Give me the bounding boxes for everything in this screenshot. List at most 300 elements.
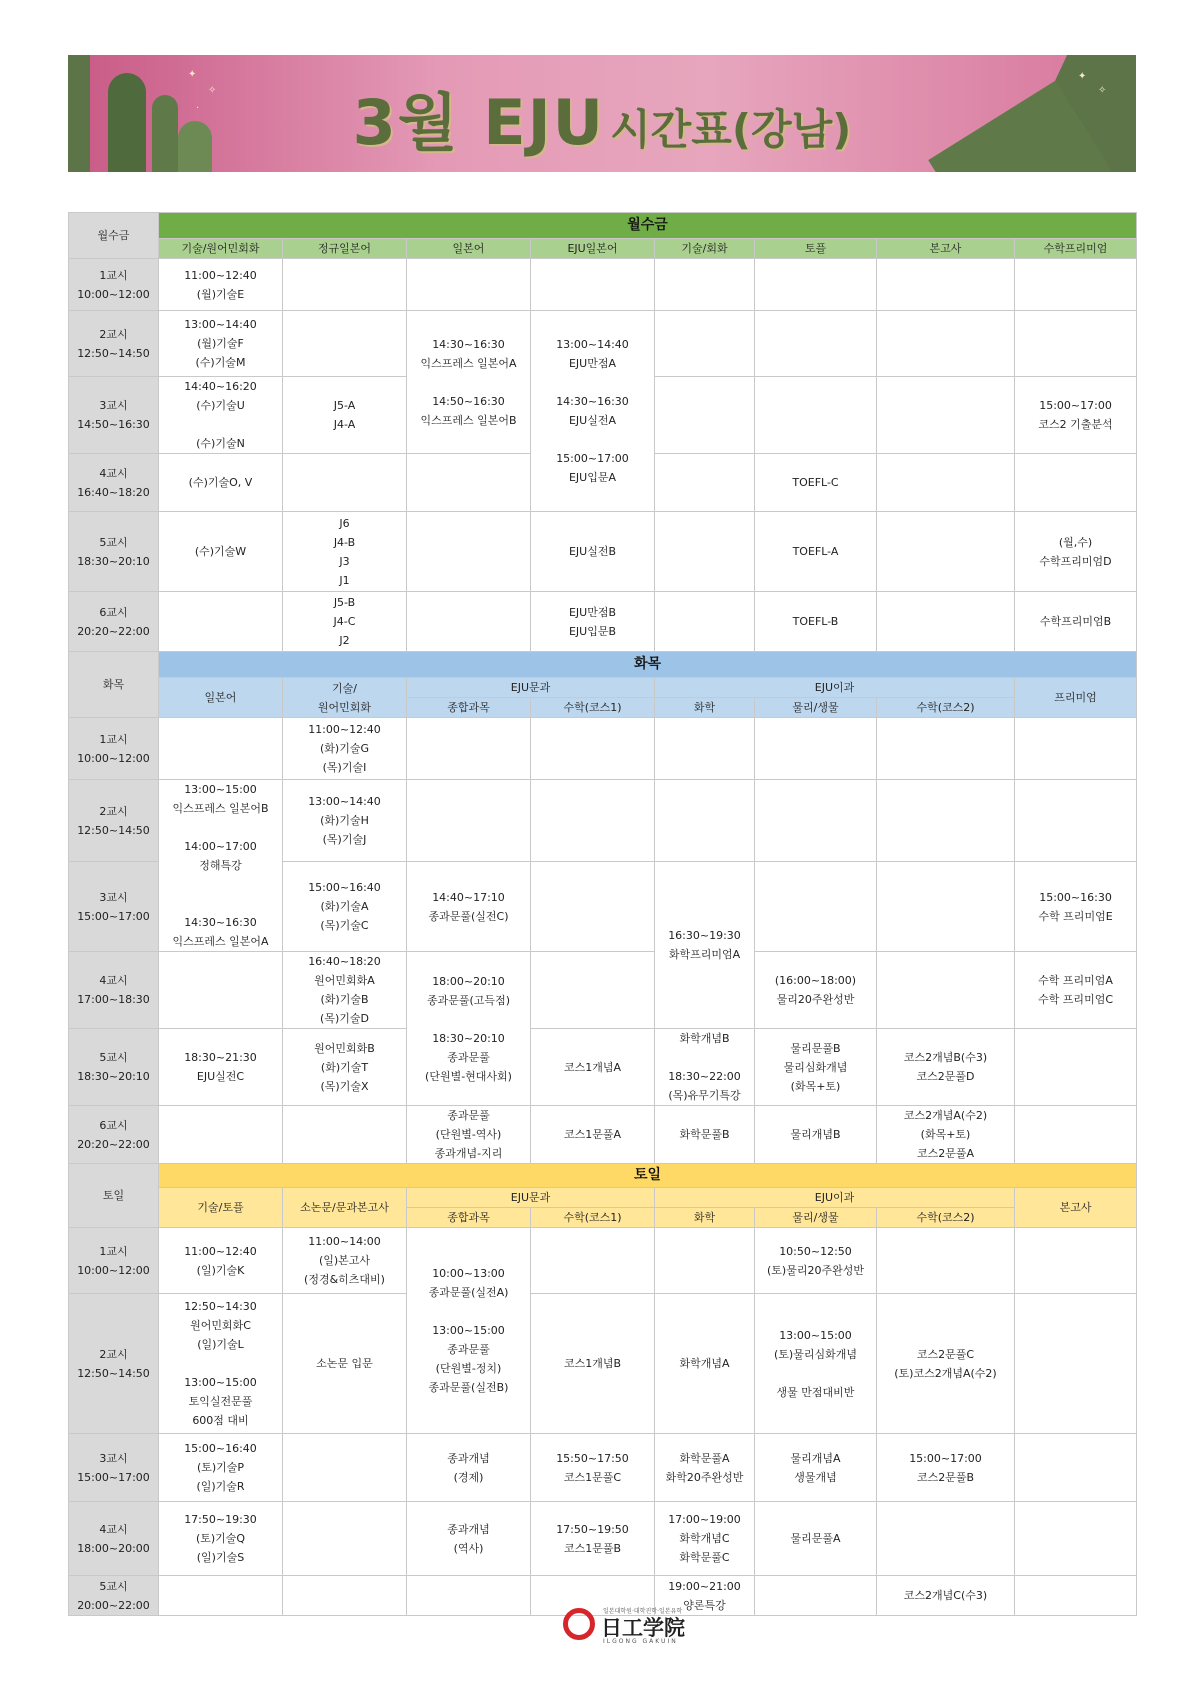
empty-cell <box>1015 1434 1137 1502</box>
cell-line: 화학개념C <box>679 1532 730 1545</box>
column-header: 기술/토플 <box>159 1188 283 1228</box>
cell-line: 18:30~21:30 <box>184 1051 257 1064</box>
cell-line: 13:00~15:00 <box>184 783 257 796</box>
column-group-header: EJU이과 <box>655 1188 1015 1208</box>
class-cell <box>531 1029 655 1106</box>
cell-line: 물리문풀A <box>790 1532 841 1545</box>
cell-line: 종과개념 <box>447 1451 490 1465</box>
period-time: 18:00~20:00 <box>77 1541 150 1555</box>
empty-cell <box>877 454 1015 512</box>
column-header: 수학(코스2) <box>877 1208 1015 1228</box>
empty-cell <box>159 718 283 780</box>
cell-line: 종과문풀(실전A) <box>428 1286 509 1299</box>
empty-cell <box>283 311 407 377</box>
empty-cell <box>159 592 283 652</box>
empty-cell <box>655 311 755 377</box>
cell-line: (단원별-정치) <box>435 1362 502 1375</box>
class-cell <box>159 1294 283 1434</box>
column-header: 본고사 <box>877 239 1015 259</box>
cell-line: 원어민회화 <box>317 700 372 714</box>
empty-cell <box>1015 311 1137 377</box>
class-cell <box>655 1294 755 1434</box>
period-header <box>69 780 159 862</box>
empty-cell <box>1015 1576 1137 1616</box>
cell-line: 17:50~19:50 <box>556 1522 629 1536</box>
cell-line <box>407 373 530 392</box>
cell-line: J5-B <box>333 596 356 609</box>
cell-line: 15:00~16:30 <box>1039 890 1112 904</box>
cell-line: 19:00~21:00 <box>668 1579 741 1593</box>
cell-line: J4-B <box>333 535 356 549</box>
class-cell <box>531 1294 655 1434</box>
period-time: 10:00~12:00 <box>77 1263 150 1277</box>
class-cell <box>755 1434 877 1502</box>
cell-line <box>755 1364 876 1383</box>
period-header <box>69 718 159 780</box>
class-cell <box>755 1106 877 1164</box>
empty-cell <box>877 259 1015 311</box>
cell-line: 16:40~18:20 <box>308 955 381 968</box>
cell-line: 코스2문풀A <box>916 1147 975 1160</box>
cell-line: 17:00~19:00 <box>668 1513 741 1526</box>
class-cell <box>159 1502 283 1576</box>
column-header: 수학(코스1) <box>531 698 655 718</box>
cell-line: 코스1문풀C <box>563 1470 622 1484</box>
cell-line: 종과개념 <box>447 1522 490 1536</box>
column-group-header: EJU문과 <box>407 1188 655 1208</box>
period-header <box>69 311 159 377</box>
logo-circle-icon <box>563 1608 595 1640</box>
class-cell <box>655 1502 755 1576</box>
empty-cell <box>1015 718 1137 780</box>
period-header <box>69 259 159 311</box>
banner-title-sub: 시간표(강남) <box>610 105 852 154</box>
cell-line: J3 <box>339 554 350 568</box>
cell-line: (월)기술E <box>196 287 245 301</box>
class-cell <box>159 311 283 377</box>
cell-line: 코스2개념A(수2) <box>903 1109 988 1122</box>
cell-line: (화)기술T <box>320 1060 369 1074</box>
cell-line: 코스2 기출분석 <box>1038 418 1113 431</box>
cell-line: 익스프레스 일본어A <box>420 356 517 370</box>
class-cell <box>407 952 531 1106</box>
cell-line: (수)기술N <box>196 437 245 450</box>
cell-line <box>407 1302 530 1321</box>
class-cell <box>159 1228 283 1294</box>
empty-cell <box>655 454 755 512</box>
cell-line: 생물개념 <box>794 1470 837 1484</box>
cell-line: 화학개념B <box>679 1032 730 1045</box>
class-cell <box>1015 512 1137 592</box>
empty-cell <box>407 718 531 780</box>
cell-line: J1 <box>339 573 350 587</box>
cell-line: (일)기술L <box>197 1338 244 1351</box>
class-cell <box>1015 952 1137 1029</box>
logo-tagline-bottom: ILGONG GAKUIN <box>603 1638 678 1645</box>
empty-cell <box>877 512 1015 592</box>
class-cell <box>159 512 283 592</box>
empty-cell <box>531 1228 655 1294</box>
timetable <box>68 212 1137 1616</box>
cell-line: 코스2개념B(수3) <box>903 1051 988 1064</box>
class-cell <box>407 1434 531 1502</box>
cell-line <box>655 1048 754 1067</box>
class-cell <box>755 1502 877 1576</box>
empty-cell <box>1015 1502 1137 1576</box>
cell-line: 종과문풀(실전B) <box>428 1381 509 1394</box>
empty-cell <box>407 592 531 652</box>
period-header <box>69 1434 159 1502</box>
cell-line: 종과문풀 <box>447 1109 490 1122</box>
cell-line: 종과문풀(실전C) <box>428 909 509 923</box>
cell-line: EJU입문B <box>568 624 617 638</box>
period-time: 12:50~14:50 <box>77 823 150 837</box>
cell-line: 14:30~16:30 <box>432 337 505 351</box>
cell-line: 18:30~20:10 <box>432 1031 505 1045</box>
class-cell <box>283 952 407 1029</box>
period-name: 3교시 <box>99 1451 128 1465</box>
cell-line: 17:50~19:30 <box>184 1513 257 1526</box>
cell-line: 익스프레스 일본어A <box>172 935 269 948</box>
period-name: 3교시 <box>99 890 128 904</box>
empty-cell <box>877 592 1015 652</box>
column-header: 일본어 <box>159 678 283 718</box>
period-time: 12:50~14:50 <box>77 1366 150 1380</box>
empty-cell <box>1015 259 1137 311</box>
empty-cell <box>877 780 1015 862</box>
empty-cell <box>1015 1228 1137 1294</box>
cell-line: EJU입문A <box>568 471 617 484</box>
cell-line <box>159 415 282 434</box>
cell-line: (16:00~18:00) <box>774 974 857 987</box>
period-time: 20:00~22:00 <box>77 1598 150 1612</box>
cell-line: 수학프리미엄B <box>1039 615 1112 628</box>
banner-title-main: 3월 EJU <box>352 86 606 159</box>
column-header: 화학 <box>655 1208 755 1228</box>
cell-line: (정경&히츠대비) <box>304 1273 385 1286</box>
class-cell <box>877 1106 1015 1164</box>
period-time: 17:00~18:30 <box>77 993 150 1006</box>
cell-line: 물리심화개념 <box>783 1060 848 1074</box>
empty-cell <box>531 780 655 862</box>
cell-line: 600점 대비 <box>192 1414 249 1427</box>
cell-line: J6 <box>339 516 350 530</box>
empty-cell <box>1015 1106 1137 1164</box>
cell-line: 코스2문풀C <box>916 1347 975 1361</box>
cell-line: EJU실전B <box>568 545 617 558</box>
period-header <box>69 862 159 952</box>
cell-line: 원어민회화B <box>314 1041 375 1055</box>
cell-line: 화학프리미엄A <box>668 948 741 961</box>
cell-line: (단원별-역사) <box>435 1128 502 1141</box>
column-header: 프리미엄 <box>1015 678 1137 718</box>
class-cell <box>159 377 283 454</box>
cell-line: 14:30~16:30 <box>184 916 257 929</box>
period-time: 10:00~12:00 <box>77 751 150 765</box>
cell-line: 수학 프리미엄A <box>1038 974 1113 987</box>
cell-line: 화학20주완성반 <box>665 1470 744 1484</box>
cell-line: 익스프레스 일본어B <box>420 413 517 427</box>
period-name: 1교시 <box>99 732 128 746</box>
empty-cell <box>655 718 755 780</box>
class-cell <box>877 1294 1015 1434</box>
class-cell <box>655 1434 755 1502</box>
class-cell <box>407 1502 531 1576</box>
cell-line: (월,수) <box>1058 535 1093 549</box>
period-name: 4교시 <box>99 466 128 480</box>
cell-line: 14:00~17:00 <box>184 840 257 853</box>
cell-line: (토)기술P <box>196 1461 245 1474</box>
empty-cell <box>755 259 877 311</box>
period-name: 6교시 <box>99 1118 128 1132</box>
empty-cell <box>1015 1029 1137 1106</box>
cell-line: 13:00~14:40 <box>308 795 381 808</box>
cell-line: (화)기술A <box>320 900 369 913</box>
cell-line <box>159 894 282 913</box>
period-name: 3교시 <box>99 399 128 412</box>
empty-cell <box>1015 780 1137 862</box>
period-name: 5교시 <box>99 535 128 549</box>
empty-cell <box>655 377 755 454</box>
empty-cell <box>877 718 1015 780</box>
empty-cell <box>407 454 531 512</box>
cell-line <box>531 430 654 449</box>
class-cell <box>877 1434 1015 1502</box>
cell-line: (목)기술J <box>322 833 367 846</box>
period-name: 4교시 <box>99 974 128 987</box>
cell-line: (월)기술F <box>197 337 244 350</box>
class-cell <box>755 512 877 592</box>
class-cell <box>655 1106 755 1164</box>
empty-cell <box>755 780 877 862</box>
column-group-header: EJU문과 <box>407 678 655 698</box>
class-cell <box>1015 592 1137 652</box>
cell-line: 14:40~16:20 <box>184 380 257 393</box>
empty-cell <box>755 862 877 952</box>
cell-line: 원어민회화C <box>190 1319 251 1332</box>
cell-line: (수)기술W <box>194 545 247 558</box>
cell-line: 코스2문풀B <box>916 1470 975 1484</box>
cell-line: J5-A <box>333 399 356 412</box>
class-cell <box>755 454 877 512</box>
class-cell <box>655 1029 755 1106</box>
class-cell <box>531 512 655 592</box>
cell-line: (목)기술D <box>320 1012 369 1025</box>
cell-line: (역사) <box>453 1541 484 1555</box>
empty-cell <box>531 718 655 780</box>
cell-line: 익스프레스 일본어B <box>172 802 269 815</box>
column-header: 종합과목 <box>407 698 531 718</box>
cell-line: 코스1개념A <box>563 1060 622 1074</box>
cell-line: (일)기술S <box>196 1551 245 1564</box>
cell-line: 종과문풀 <box>447 1343 490 1356</box>
cell-line: 15:00~17:00 <box>909 1451 982 1465</box>
class-cell <box>531 1106 655 1164</box>
column-header: 종합과목 <box>407 1208 531 1228</box>
class-cell <box>755 1228 877 1294</box>
cell-line <box>159 818 282 837</box>
section-label: 월수금 <box>69 213 159 259</box>
empty-cell <box>283 454 407 512</box>
cell-line: (수)기술M <box>195 356 246 369</box>
cell-line: 기술/ <box>332 681 357 695</box>
class-cell <box>283 780 407 862</box>
cell-line: (목)유무기특강 <box>668 1089 741 1102</box>
column-header: 수학프리미엄 <box>1015 239 1137 259</box>
empty-cell <box>159 1576 283 1616</box>
class-cell <box>407 311 531 454</box>
empty-cell <box>877 377 1015 454</box>
column-header: 일본어 <box>407 239 531 259</box>
cell-line: 15:00~16:40 <box>308 881 381 894</box>
class-cell <box>407 1106 531 1164</box>
period-time: 20:20~22:00 <box>77 1137 150 1151</box>
column-group-header: EJU이과 <box>655 678 1015 698</box>
empty-cell <box>283 1502 407 1576</box>
empty-cell <box>877 1228 1015 1294</box>
class-cell <box>283 1228 407 1294</box>
class-cell <box>283 377 407 454</box>
class-cell <box>283 1029 407 1106</box>
empty-cell <box>655 592 755 652</box>
cell-line: 11:00~14:00 <box>308 1235 381 1248</box>
cell-line: 물리개념A <box>790 1451 841 1465</box>
cell-line: 13:00~15:00 <box>184 1376 257 1389</box>
cell-line: 16:30~19:30 <box>668 929 741 942</box>
cell-line: 13:00~15:00 <box>779 1328 852 1342</box>
empty-cell <box>283 1106 407 1164</box>
column-header <box>283 678 407 718</box>
empty-cell <box>655 1228 755 1294</box>
period-time: 15:00~17:00 <box>77 1470 150 1484</box>
cell-line: (토)물리심화개념 <box>774 1347 857 1361</box>
empty-cell <box>407 512 531 592</box>
cell-line: 18:00~20:10 <box>432 974 505 988</box>
cell-line: 화학문풀B <box>679 1128 730 1141</box>
sparkle-icon: ✦ <box>188 69 197 80</box>
cell-line: (화목+토) <box>920 1128 971 1141</box>
period-name: 1교시 <box>99 268 128 282</box>
period-time: 18:30~20:10 <box>77 1070 150 1083</box>
cell-line: (수)기술O, V <box>188 476 253 489</box>
logo-name: 日工学院 <box>601 1616 685 1640</box>
cell-line: 종과개념-지리 <box>434 1147 503 1160</box>
class-cell <box>531 311 655 512</box>
class-cell <box>283 592 407 652</box>
cell-line: 코스1개념B <box>563 1357 622 1370</box>
empty-cell <box>655 259 755 311</box>
cell-line: 수학 프리미엄C <box>1038 993 1113 1006</box>
column-header: 토플 <box>755 239 877 259</box>
class-cell <box>1015 862 1137 952</box>
period-header <box>69 1228 159 1294</box>
empty-cell <box>283 1576 407 1616</box>
cell-line <box>407 1010 530 1029</box>
class-cell <box>283 1294 407 1434</box>
cell-line: 15:50~17:50 <box>556 1451 629 1465</box>
cell-line: 15:00~17:00 <box>1039 399 1112 412</box>
cell-line: 코스1문풀B <box>563 1541 622 1555</box>
cell-line: EJU실전C <box>196 1070 245 1083</box>
cell-line: 15:00~16:40 <box>184 1442 257 1455</box>
cell-line: (일)기술R <box>196 1480 245 1493</box>
period-time: 16:40~18:20 <box>77 485 150 499</box>
cell-line: (화)기술B <box>320 993 369 1006</box>
sparkle-icon: ✧ <box>1098 85 1107 96</box>
period-header <box>69 952 159 1029</box>
empty-cell <box>407 780 531 862</box>
class-cell <box>531 1434 655 1502</box>
class-cell <box>159 454 283 512</box>
class-cell <box>283 512 407 592</box>
period-time: 10:00~12:00 <box>77 287 150 301</box>
cell-line: 15:00~17:00 <box>556 452 629 465</box>
column-header: 소논문/문과본고사 <box>283 1188 407 1228</box>
cell-line: 14:40~17:10 <box>432 890 505 904</box>
period-header <box>69 1502 159 1576</box>
empty-cell <box>407 1576 531 1616</box>
empty-cell <box>755 377 877 454</box>
cell-line: J4-A <box>333 418 356 431</box>
period-time: 15:00~17:00 <box>77 909 150 923</box>
period-name: 2교시 <box>99 327 128 341</box>
column-header: 정규일본어 <box>283 239 407 259</box>
class-cell <box>283 718 407 780</box>
cell-line: 13:00~15:00 <box>432 1324 505 1337</box>
cell-line: 10:50~12:50 <box>779 1244 852 1258</box>
empty-cell <box>755 718 877 780</box>
period-time: 18:30~20:10 <box>77 554 150 568</box>
empty-cell <box>877 952 1015 1029</box>
cell-line: 14:50~16:30 <box>432 394 505 408</box>
class-cell <box>531 1502 655 1576</box>
sparkle-icon: ✧ <box>208 85 217 96</box>
cell-line: 수학 프리미엄E <box>1038 909 1113 923</box>
cell-line: EJU만점A <box>568 357 617 370</box>
cell-line: (화)기술G <box>320 742 369 755</box>
cell-line: 코스2개념C(수3) <box>903 1589 988 1602</box>
cell-line: (수)기술U <box>196 399 245 412</box>
empty-cell <box>877 1502 1015 1576</box>
empty-cell <box>531 259 655 311</box>
cell-line: (목)기술X <box>320 1079 369 1093</box>
cell-line: EJU만점B <box>568 605 617 619</box>
class-cell <box>407 862 531 952</box>
cell-line: 화학개념A <box>679 1357 730 1370</box>
cell-line: 종과문풀 <box>447 1050 490 1064</box>
empty-cell <box>531 952 655 1029</box>
empty-cell <box>1015 1294 1137 1434</box>
period-name: 2교시 <box>99 1347 128 1361</box>
class-cell <box>531 592 655 652</box>
cell-line: 종과문풀(고득점) <box>427 993 510 1007</box>
column-header: 기술/회화 <box>655 239 755 259</box>
cell-line: J4-C <box>333 615 356 628</box>
period-time: 14:50~16:30 <box>77 418 150 431</box>
class-cell <box>159 1029 283 1106</box>
cell-line: (목)기술I <box>322 761 367 774</box>
period-name: 4교시 <box>99 1522 128 1536</box>
period-time: 20:20~22:00 <box>77 624 150 638</box>
period-header <box>69 1294 159 1434</box>
column-header: 기술/원어민회화 <box>159 239 283 259</box>
cell-line: TOEFL-B <box>792 615 839 628</box>
class-cell <box>1015 377 1137 454</box>
sparkle-icon: ✦ <box>1078 71 1087 82</box>
class-cell <box>159 780 283 952</box>
empty-cell <box>407 259 531 311</box>
empty-cell <box>655 780 755 862</box>
